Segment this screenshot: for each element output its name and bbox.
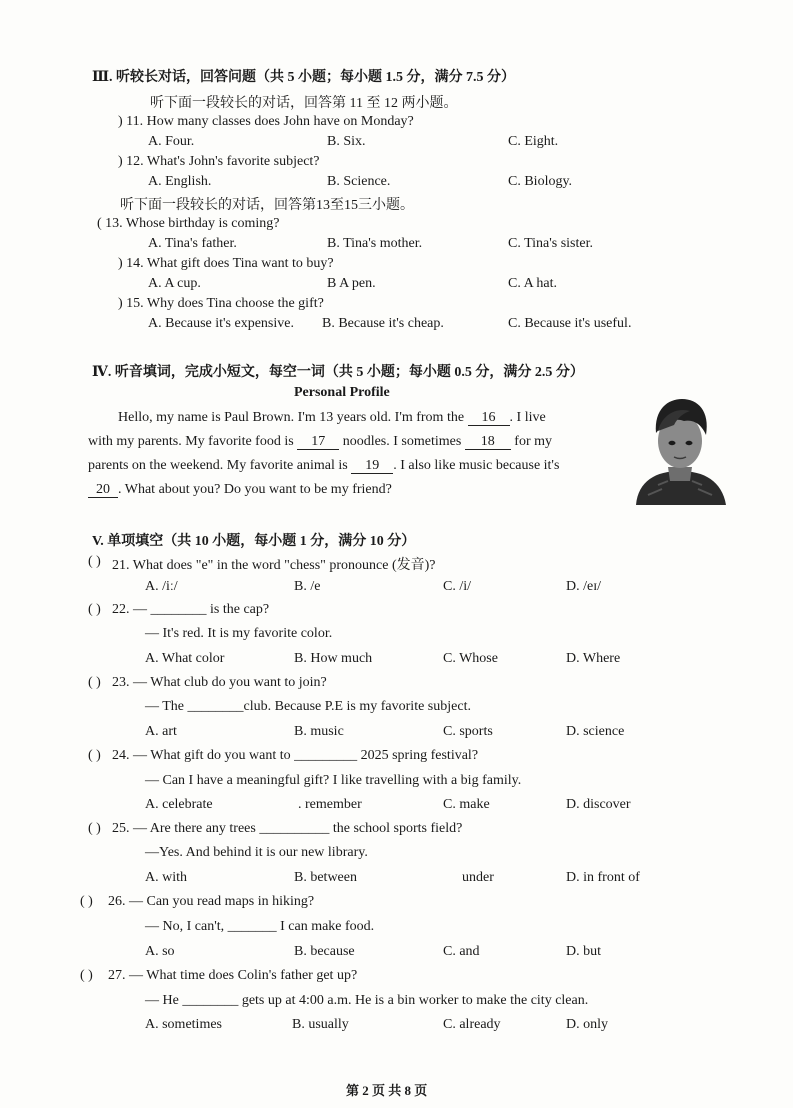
passage-text: . I also like music because it's [393, 458, 560, 473]
question-25-option-a: A. with [145, 870, 187, 885]
question-22-option-b: B. How much [294, 651, 373, 666]
passage-line-1 [118, 410, 546, 426]
question-24-option-b: . remember [298, 797, 362, 812]
question-25-option-c: under [462, 870, 494, 885]
question-13-option-b: B. Tina's mother. [327, 236, 423, 251]
question-25-reply: —Yes. And behind it is our new library. [145, 845, 368, 860]
question-24-option-d: D. discover [566, 797, 631, 812]
question-25-text: 25. — Are there any trees __________ the school sports field? [112, 821, 463, 836]
passage-line-3 [88, 458, 559, 474]
question-22-text: 22. — ________ is the cap? [112, 602, 270, 617]
question-15-option-b: B. Because it's cheap. [322, 316, 444, 331]
question-23-reply: — The ________club. Because P.E is my favorite subject. [145, 699, 471, 714]
question-25-paren[interactable]: ( ) [88, 821, 101, 836]
question-11-option-b: B. Six. [327, 134, 366, 149]
section-5-heading: V. 单项填空（共 10 小题，每小题 1 分，满分 10 分） [92, 534, 416, 549]
question-14-option-a: A. A cup. [148, 276, 201, 291]
question-21-paren[interactable]: ( ) [88, 554, 101, 569]
question-27-option-c: C. already [443, 1017, 501, 1032]
question-26-text: 26. — Can you read maps in hiking? [108, 894, 315, 909]
question-14-option-c: C. A hat. [508, 276, 558, 291]
question-26-option-a: A. so [145, 944, 175, 959]
question-27-reply: — He ________ gets up at 4:00 a.m. He is a bin worker to make the city clean. [145, 993, 589, 1008]
question-27-option-d: D. only [566, 1017, 608, 1032]
question-21-option-c: C. /i/ [443, 579, 472, 594]
question-27-option-b: B. usually [292, 1017, 349, 1032]
section-4-heading: Ⅳ. 听音填词，完成小短文，每空一词（共 5 小题；每小题 0.5 分，满分 2.5 分） [92, 365, 584, 380]
question-15-option-c: C. Because it's useful. [508, 316, 632, 331]
question-15-option-a: A. Because it's expensive. [148, 316, 294, 331]
question-24-option-a: A. celebrate [145, 797, 213, 812]
question-26-reply: — No, I can't, _______ I can make food. [145, 919, 375, 934]
passage-text: noodles. I sometimes [342, 434, 462, 449]
question-26-paren[interactable]: ( ) [80, 894, 93, 909]
question-12-option-c: C. Biology. [508, 174, 573, 189]
passage-text: . I live [509, 410, 546, 425]
question-14-text: ) 14. What gift does Tina want to buy? [118, 256, 334, 271]
question-23-text: 23. — What club do you want to join? [112, 675, 327, 690]
passage-text: . What about you? Do you want to be my friend? [118, 482, 392, 497]
question-21-option-b: B. /e [294, 579, 321, 594]
question-21-option-a: A. /iː/ [145, 579, 178, 594]
question-11-option-c: C. Eight. [508, 134, 559, 149]
blank-17[interactable]: 17 [297, 434, 339, 450]
question-13-option-c: C. Tina's sister. [508, 236, 593, 251]
question-22-paren[interactable]: ( ) [88, 602, 101, 617]
question-11-text: ) 11. How many classes does John have on Monday? [118, 114, 414, 129]
section-3-intro-2: 听下面一段较长的对话，回答第13至15三小题。 [120, 198, 414, 213]
question-24-text: 24. — What gift do you want to _________ 2025 spring festival? [112, 748, 479, 763]
passage-text: for my [514, 434, 553, 449]
section-3-heading: Ⅲ. 听较长对话，回答问题（共 5 小题；每小题 1.5 分，满分 7.5 分） [92, 70, 516, 85]
question-12-option-a: A. English. [148, 174, 212, 189]
passage-text: parents on the weekend. My favorite animal is [88, 458, 348, 473]
question-24-reply: — Can I have a meaningful gift? I like travelling with a big family. [145, 773, 522, 788]
passage-text: Hello, my name is Paul Brown. I'm 13 years old. I'm from the [118, 410, 465, 425]
page-number-footer: 第 2 页 共 8 页 [346, 1083, 428, 1098]
blank-16[interactable]: 16 [468, 410, 510, 426]
question-11-option-a: A. Four. [148, 134, 195, 149]
passage-text: with my parents. My favorite food is [88, 434, 294, 449]
boy-portrait-image [628, 385, 732, 505]
question-23-option-c: C. sports [443, 724, 493, 739]
question-13-text: ( 13. Whose birthday is coming? [97, 216, 280, 231]
passage-line-4 [88, 482, 392, 498]
question-12-text: ) 12. What's John's favorite subject? [118, 154, 320, 169]
question-23-option-b: B. music [294, 724, 344, 739]
blank-20[interactable]: 20 [88, 482, 118, 498]
question-26-option-c: C. and [443, 944, 480, 959]
question-25-option-d: D. in front of [566, 870, 640, 885]
question-27-text: 27. — What time does Colin's father get up? [108, 968, 358, 983]
question-15-text: ) 15. Why does Tina choose the gift? [118, 296, 324, 311]
question-25-option-b: B. between [294, 870, 357, 885]
question-27-paren[interactable]: ( ) [80, 968, 93, 983]
question-26-option-b: B. because [294, 944, 355, 959]
question-23-option-a: A. art [145, 724, 177, 739]
question-23-option-d: D. science [566, 724, 625, 739]
question-22-option-a: A. What color [145, 651, 225, 666]
question-26-option-d: D. but [566, 944, 601, 959]
question-12-option-b: B. Science. [327, 174, 391, 189]
question-24-paren[interactable]: ( ) [88, 748, 101, 763]
question-22-option-d: D. Where [566, 651, 621, 666]
question-23-paren[interactable]: ( ) [88, 675, 101, 690]
question-13-option-a: A. Tina's father. [148, 236, 237, 251]
blank-19[interactable]: 19 [351, 458, 393, 474]
passage-line-2 [88, 434, 552, 450]
passage-title: Personal Profile [294, 385, 390, 400]
question-14-option-b: B A pen. [327, 276, 376, 291]
question-27-option-a: A. sometimes [145, 1017, 222, 1032]
blank-18[interactable]: 18 [465, 434, 511, 450]
question-22-option-c: C. Whose [443, 651, 498, 666]
question-21-option-d: D. /eɪ/ [566, 579, 601, 594]
question-24-option-c: C. make [443, 797, 490, 812]
question-21-text: 21. What does "e" in the word "chess" pronounce (发音)? [112, 558, 436, 573]
section-3-intro-1: 听下面一段较长的对话，回答第 11 至 12 两小题。 [150, 96, 458, 111]
question-22-reply: — It's red. It is my favorite color. [145, 626, 333, 641]
